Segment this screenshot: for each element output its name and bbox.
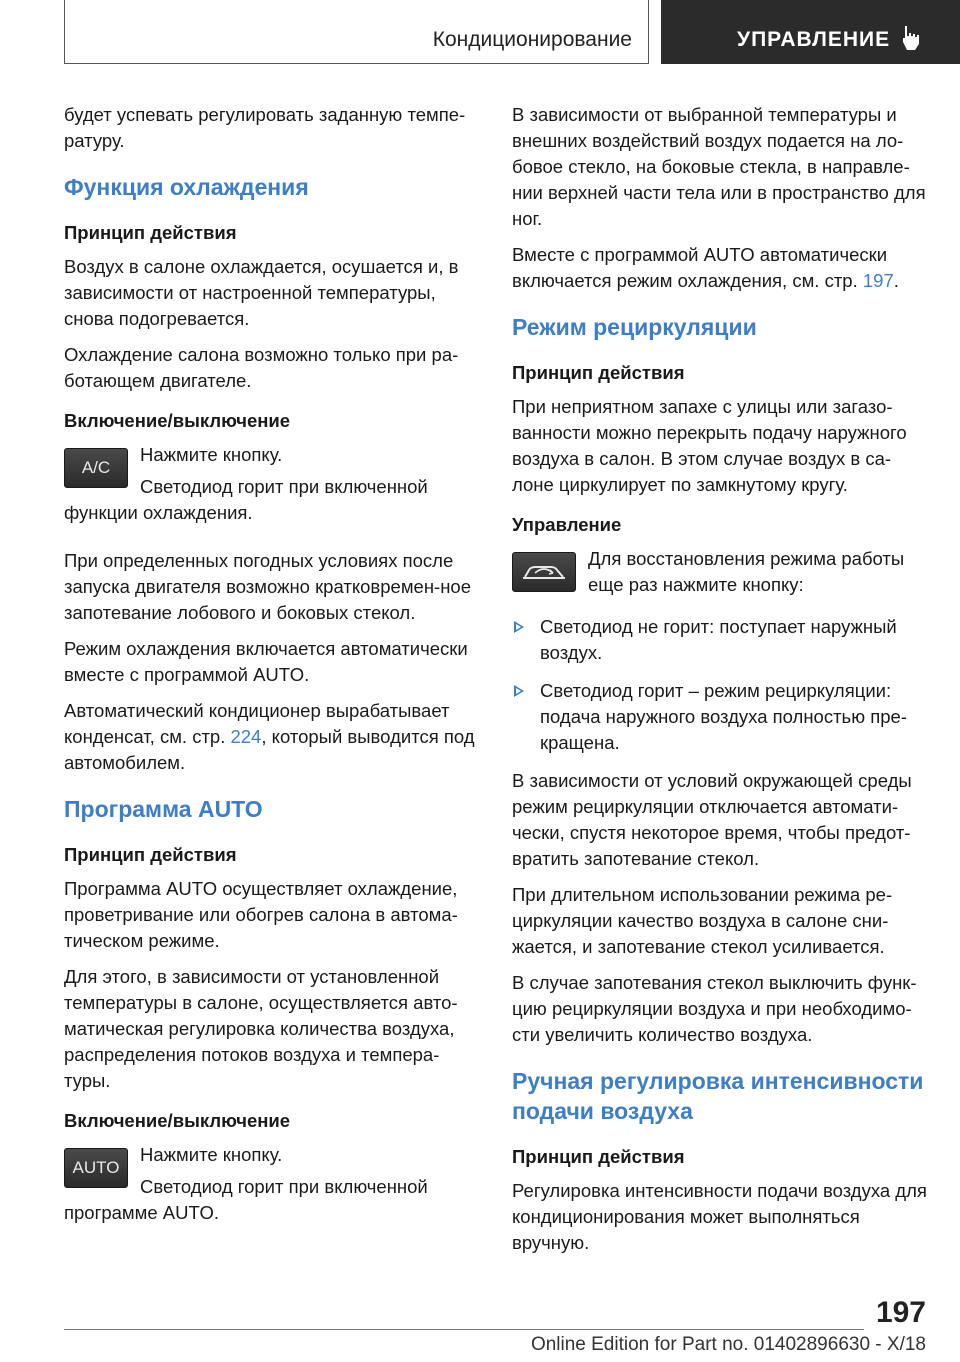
page-link-224[interactable]: 224	[230, 726, 262, 747]
text: .	[893, 270, 899, 291]
subheading-on-off: Включение/выключение	[64, 410, 291, 431]
hand-pointer-icon	[899, 24, 925, 52]
paragraph: Для восстановления режима работы еще раз нажмите кнопку:	[588, 548, 905, 595]
paragraph: При неприятном запахе с улицы или загазо-ванности можно перекрыть подачу наружного воздуха в салон. В этом случае воздух в са-лоне циркулирует по замкнутому кругу.	[512, 396, 907, 495]
page-link-197[interactable]: 197	[862, 270, 894, 291]
paragraph: При длительном использовании режима ре-циркуляции качество воздуха в салоне сни-жается, и запотевание стекол усиливается.	[512, 884, 893, 957]
list-item-text: Светодиод не горит: поступает наружный воздух.	[540, 616, 897, 663]
intro-paragraph: будет успевать регулировать заданную темпе-ратуру.	[64, 104, 466, 151]
paragraph	[64, 698, 484, 776]
header-section-title: Кондиционирование	[432, 28, 632, 51]
heading-recirculation: Режим рециркуляции	[512, 314, 757, 340]
paragraph: Светодиод горит при включенной	[140, 476, 428, 497]
paragraph: Регулировка интенсивности подачи воздуха для кондиционирования может выполняться вручную.	[512, 1180, 927, 1253]
paragraph: Нажмите кнопку.	[140, 1144, 283, 1165]
paragraph: Светодиод горит при включенной	[140, 1176, 428, 1197]
paragraph: Режим охлаждения включается автоматически вместе с программой AUTO.	[64, 638, 468, 685]
paragraph	[512, 242, 928, 294]
paragraph: Воздух в салоне охлаждается, осушается и, в зависимости от настроенной температуры, снова подогревается.	[64, 256, 459, 329]
text: , который выводится под автомобилем.	[64, 726, 475, 773]
subheading-on-off: Включение/выключение	[64, 1110, 291, 1131]
paragraph: функции охлаждения.	[64, 502, 253, 523]
subheading-principle: Принцип действия	[64, 222, 237, 243]
right-column	[512, 102, 928, 1266]
list-item-text: Светодиод горит – режим рециркуляции: подача наружного воздуха полностью пре-кращена.	[540, 680, 907, 753]
paragraph: Охлаждение салона возможно только при ра-ботающем двигателе.	[64, 344, 459, 391]
paragraph: В случае запотевания стекол выключить функ-цию рециркуляции воздуха и при необходимо-сти увеличить количество воздуха.	[512, 972, 917, 1045]
header-chapter-box	[661, 0, 960, 64]
footer-edition: Online Edition for Part no. 01402896630 - X/18	[530, 1334, 926, 1355]
paragraph: Программа AUTO осуществляет охлаждение, проветривание или обогрев салона в автома-тическом режиме.	[64, 878, 458, 951]
left-column	[64, 102, 484, 1248]
header-section-box	[64, 0, 649, 64]
subheading-principle: Принцип действия	[512, 1146, 685, 1167]
recirculation-button-block	[512, 546, 928, 598]
list-item	[512, 614, 928, 666]
ac-button-block	[64, 442, 484, 500]
heading-auto-program: Программа AUTO	[64, 796, 263, 822]
subheading-principle: Принцип действия	[64, 844, 237, 865]
footer-divider	[64, 1329, 864, 1330]
auto-button-block	[64, 1142, 484, 1200]
subheading-principle: Принцип действия	[512, 362, 685, 383]
ac-button-icon: A/C	[64, 448, 128, 488]
paragraph: Для этого, в зависимости от установленной температуры в салоне, осуществляется авто-матическая регулировка количества воздуха, распределения потоков воздуха и темпера-туры.	[64, 966, 458, 1091]
page-number: 197	[875, 1296, 926, 1329]
subheading-control: Управление	[512, 514, 622, 535]
text: Автоматический кондиционер вырабатывает конденсат, см. стр.	[64, 700, 450, 747]
paragraph: При определенных погодных условиях после запуска двигателя возможно кратковремен-ное запотевание лобового и боковых стекол.	[64, 550, 471, 623]
heading-manual-airflow: Ручная регулировка интенсивности подачи воздуха	[512, 1068, 924, 1124]
auto-button-icon: AUTO	[64, 1148, 128, 1188]
header-chapter-title: УПРАВЛЕНИЕ	[737, 28, 891, 51]
text: Вместе с программой AUTO автоматически включается режим охлаждения, см. стр.	[512, 244, 888, 291]
triangle-bullet-icon	[514, 685, 524, 697]
paragraph: Нажмите кнопку.	[140, 444, 283, 465]
recirculation-car-icon	[512, 552, 576, 592]
paragraph: В зависимости от условий окружающей среды режим рециркуляции отключается автомати-чески, спустя некоторое время, чтобы предот-вратить запотевание стекол.	[512, 770, 912, 869]
heading-cooling: Функция охлаждения	[64, 174, 309, 200]
list-item	[512, 678, 928, 756]
paragraph: программе AUTO.	[64, 1202, 219, 1223]
triangle-bullet-icon	[514, 621, 524, 633]
paragraph: В зависимости от выбранной температуры и внешних воздействий воздух подается на ло-бовое стекло, на боковые стекла, в направле-нии верхней части тела или в пространство для ног.	[512, 104, 926, 229]
